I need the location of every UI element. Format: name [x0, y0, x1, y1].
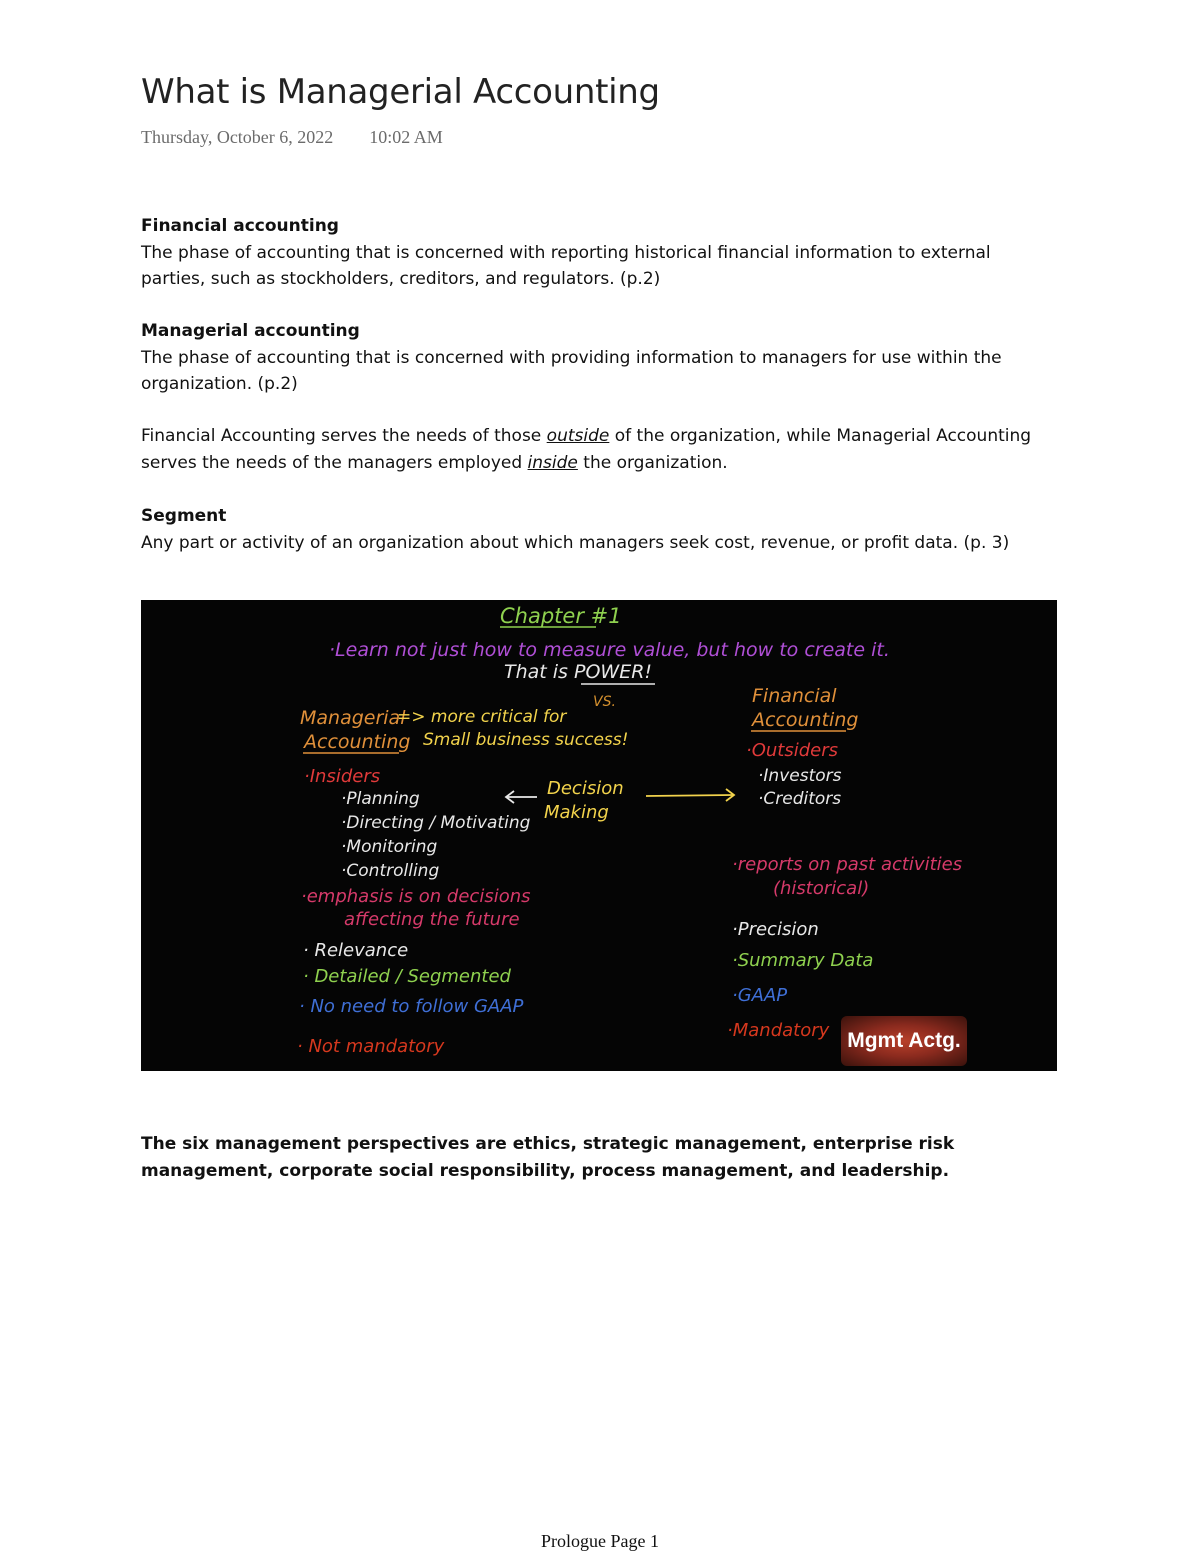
board-decision-1: Decision	[547, 778, 624, 799]
term-segment: Segment	[141, 506, 227, 526]
board-right-trait-2: ·GAAP	[732, 985, 788, 1006]
board-left-item-0: ·Insiders	[304, 766, 381, 787]
comparison-text-2: of the organization, while Managerial Accounting serves the needs of the managers employed	[141, 426, 1032, 473]
board-left-item-1: ·Planning	[341, 789, 420, 809]
board-financial-1: Financial	[752, 685, 837, 707]
board-right-trait-3: ·Mandatory	[727, 1020, 830, 1041]
definition-segment: Any part or activity of an organization about which managers seek cost, revenue, or profit data. (p. 3)	[141, 532, 1010, 553]
comparison-inside: inside	[527, 452, 578, 473]
board-emphasis-1: ·emphasis is on decisions	[301, 886, 531, 907]
board-left-item-4: ·Controlling	[341, 861, 440, 881]
chalkboard-drawing	[141, 600, 1057, 1071]
chalkboard-image	[141, 600, 1057, 1071]
board-right-item-2: ·Creditors	[758, 789, 842, 809]
board-managerial-1: Managerial	[300, 707, 406, 729]
managerial-accounting-definition	[141, 318, 1041, 398]
board-left-item-3: ·Monitoring	[341, 837, 438, 857]
term-managerial-accounting: Managerial accounting	[141, 321, 360, 341]
note-date: Thursday, October 6, 2022	[141, 127, 334, 147]
board-left-trait-0: · Relevance	[303, 940, 409, 961]
board-learn: ·Learn not just how to measure value, but how to create it.	[329, 639, 890, 661]
board-left-trait-1: · Detailed / Segmented	[303, 966, 511, 987]
board-emphasis-2: affecting the future	[344, 909, 520, 930]
board-right-trait-1: ·Summary Data	[732, 950, 874, 971]
board-power-prefix: That is	[504, 661, 574, 683]
page-title: What is Managerial Accounting	[141, 72, 660, 112]
board-left-trait-3: · Not mandatory	[297, 1036, 445, 1057]
mgmt-actg-badge	[841, 1016, 967, 1066]
board-left-trait-2: · No need to follow GAAP	[299, 996, 524, 1017]
note-time: 10:02 AM	[369, 127, 443, 147]
term-financial-accounting: Financial accounting	[141, 216, 339, 236]
board-reports-2: (historical)	[773, 878, 870, 899]
note-timestamp	[141, 127, 443, 148]
board-left-item-2: ·Directing / Motivating	[341, 813, 531, 833]
definition-managerial-accounting: The phase of accounting that is concerned with providing information to managers for use within the organization. (p.2)	[141, 347, 1002, 394]
board-right-trait-0: ·Precision	[732, 919, 819, 940]
board-power: POWER!	[574, 661, 653, 683]
comparison-text-3: the organization.	[577, 452, 728, 473]
board-vs: VS.	[593, 694, 616, 710]
board-financial-2: Accounting	[752, 709, 859, 731]
segment-definition	[141, 503, 1041, 556]
board-right-item-0: ·Outsiders	[746, 740, 839, 761]
management-perspectives: The six management perspectives are ethics, strategic management, enterprise risk management, corporate social responsibility, process management, and leadership.	[141, 1134, 955, 1181]
board-critical-1: => more critical for	[397, 707, 567, 727]
definition-financial-accounting: The phase of accounting that is concerned with reporting historical financial information to external parties, such as stockholders, creditors, and regulators. (p.2)	[141, 242, 991, 289]
page-footer: Prologue Page 1	[541, 1531, 659, 1551]
comparison-outside: outside	[546, 426, 610, 446]
board-reports-1: ·reports on past activities	[732, 854, 963, 875]
board-managerial-2: Accounting	[304, 731, 411, 753]
board-chapter: Chapter #1	[500, 604, 622, 628]
comparison-paragraph	[141, 423, 1041, 476]
board-power-line	[504, 661, 652, 683]
financial-accounting-definition	[141, 213, 1041, 293]
board-critical-2: Small business success!	[423, 730, 629, 750]
mgmt-actg-badge-label: Mgmt Actg.	[847, 1029, 961, 1052]
board-arrow-right	[646, 795, 733, 796]
board-right-item-1: ·Investors	[758, 766, 842, 786]
board-decision-2: Making	[544, 802, 609, 823]
comparison-text-1: Financial Accounting serves the needs of those	[141, 426, 547, 446]
